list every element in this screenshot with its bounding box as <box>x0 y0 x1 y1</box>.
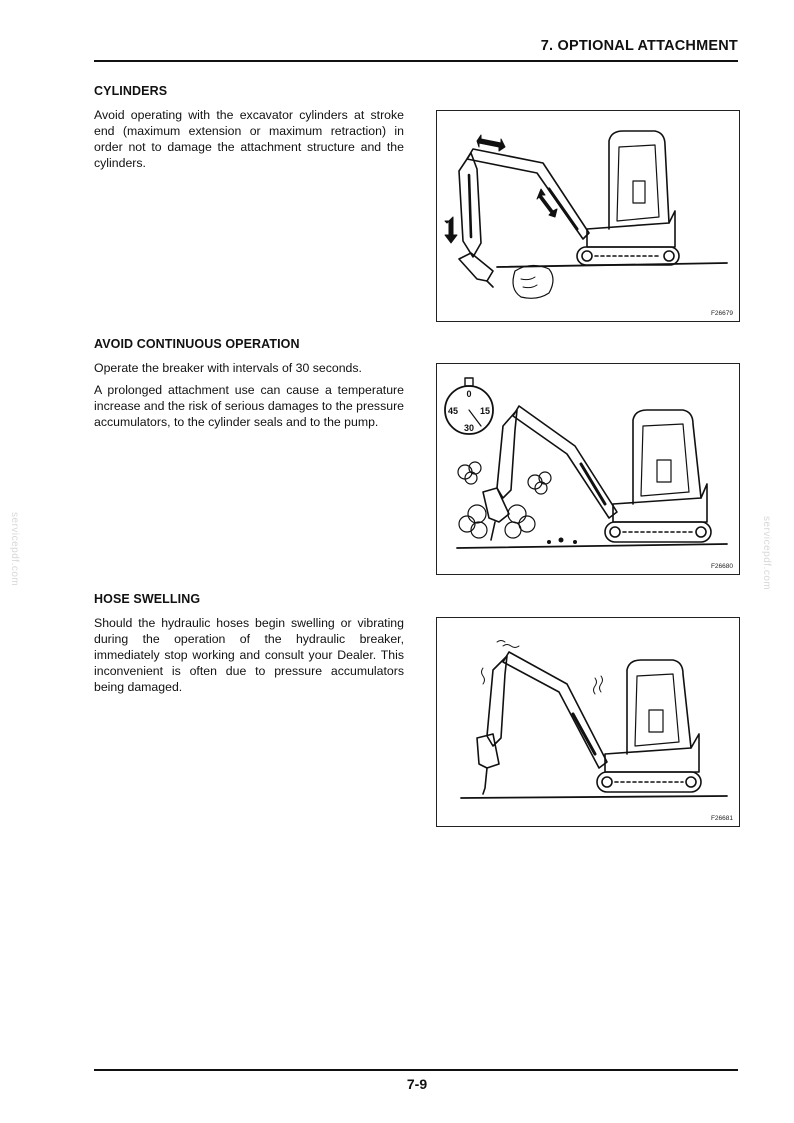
stopwatch-label: 30 <box>463 423 475 433</box>
stopwatch-label: 45 <box>447 406 459 416</box>
excavator-breaker-operation-illustration <box>437 364 739 574</box>
figure-hose-swelling <box>436 617 740 827</box>
section-heading: AVOID CONTINUOUS OPERATION <box>94 337 300 351</box>
section-hose-swelling <box>94 592 404 701</box>
section-cylinders <box>94 84 404 177</box>
section-paragraph: Operate the breaker with intervals of 30 seconds. <box>94 361 362 375</box>
section-heading: CYLINDERS <box>94 84 168 98</box>
excavator-cylinders-illustration <box>437 111 739 321</box>
page-header-title: 7. OPTIONAL ATTACHMENT <box>540 38 738 54</box>
footer-rule <box>94 1069 738 1071</box>
stopwatch-label: 0 <box>466 389 472 399</box>
section-paragraph: Should the hydraulic hoses begin swelling or vibrating during the operation of the hydraulic breaker, immediately stop working and consult your Dealer. This inconvenient is often due to pressure accumulators being damaged. <box>94 616 404 694</box>
watermark-left: servicepdf.com <box>9 512 20 587</box>
figure-code: F26681 <box>710 815 733 822</box>
watermark-right: servicepdf.com <box>761 516 772 591</box>
section-heading: HOSE SWELLING <box>94 592 201 606</box>
figure-code: F26680 <box>710 563 733 570</box>
section-paragraph: A prolonged attachment use can cause a temperature increase and the risk of serious damages to the pressure accumulators, to the cylinder seals and to the pump. <box>94 383 404 429</box>
excavator-hose-swelling-illustration <box>437 618 739 826</box>
header-rule <box>94 60 738 62</box>
figure-avoid-continuous-operation <box>436 363 740 575</box>
page-number: 7-9 <box>406 1076 428 1092</box>
figure-code: F26679 <box>710 310 733 317</box>
section-avoid-continuous-operation <box>94 337 404 436</box>
section-paragraph: Avoid operating with the excavator cylinders at stroke end (maximum extension or maximum retraction) in order not to damage the attachment structure and the cylinders. <box>94 108 404 170</box>
stopwatch-label: 15 <box>479 406 491 416</box>
figure-cylinders <box>436 110 740 322</box>
